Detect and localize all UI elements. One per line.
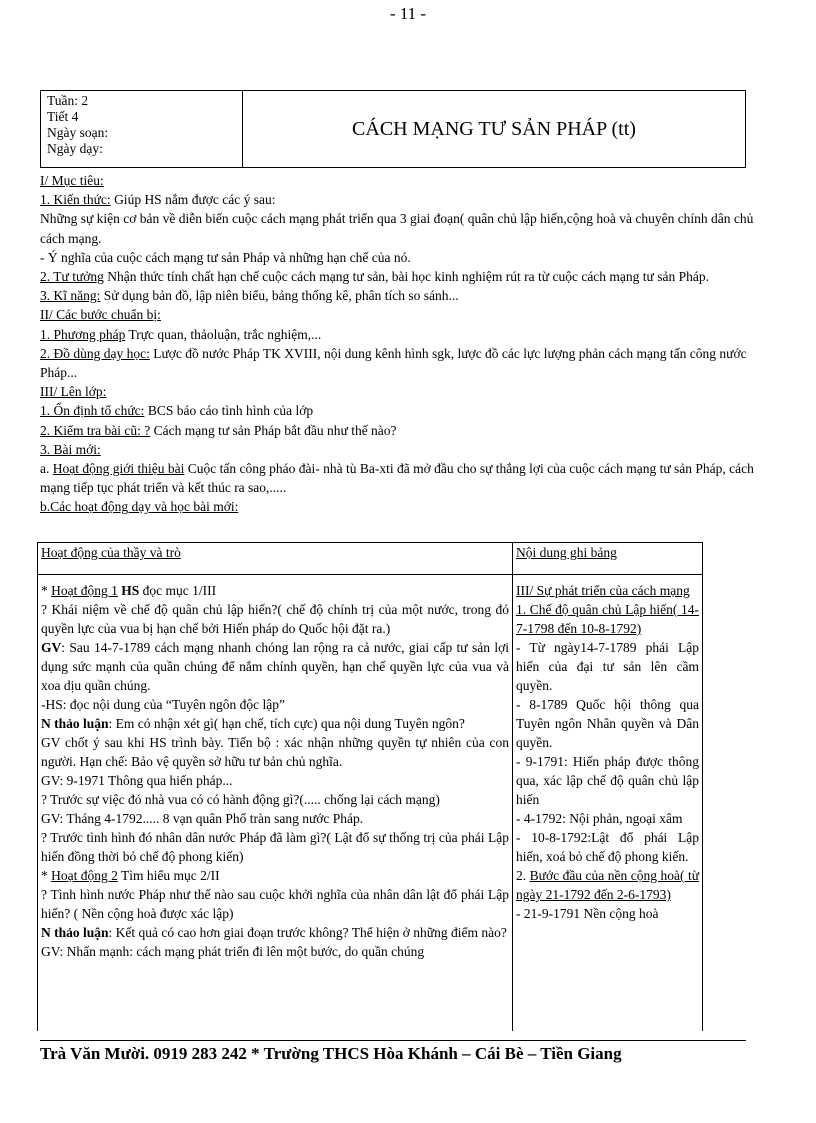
review-label: 2. Kiểm tra bài cũ: ? [40, 422, 151, 438]
prep-date-label: Ngày soạn: [47, 125, 109, 140]
header-teacher-student: Hoạt động của thầy và trò [41, 545, 181, 560]
lesson-meta [41, 91, 243, 167]
activity-2-label: Hoạt động 2 [51, 868, 118, 883]
ideology-label: 2. Tư tưởng [40, 269, 104, 285]
materials-label: 2. Đồ dùng dạy học: [40, 345, 150, 361]
organization-label: 1. Ổn định tổ chức: [40, 403, 145, 419]
activities-heading: b.Các hoạt động dạy và học bài mới: [40, 499, 239, 515]
teach-date-label: Ngày dạy: [47, 141, 103, 156]
gv-3: GV: 9-1971 Thông qua hiến pháp... [41, 773, 233, 788]
page-number: - 11 - [389, 4, 427, 23]
section-3-heading: III/ Sự phát triển của cách mạng [516, 583, 690, 598]
method-text: Trực quan, thảoluận, trắc nghiệm,... [125, 326, 322, 342]
gv-1-label: GV [41, 640, 62, 655]
board-item-2: - 8-1789 Quốc hội thông qua Tuyên ngôn Nhân quyền và Dân quyền. [516, 697, 699, 750]
lesson-header-table [40, 90, 746, 168]
subsection-2-prefix: 2. [516, 868, 530, 883]
activity-2-prefix: * [41, 868, 52, 883]
review-text: Cách mạng tư sản Pháp bắt đầu như thế nào? [150, 422, 397, 438]
discussion-2-label: N thảo luận [41, 925, 109, 940]
board-item-1: - Từ ngày14-7-1789 phái Lập hiến của đại tư sản lên cầm quyền. [516, 640, 699, 693]
activities-table [37, 542, 703, 1031]
lesson-body [40, 171, 772, 517]
materials-text: Lược đồ nước Pháp TK XVIII, nội dung kênh hình sgk, lược đồ các lực lượng phản cách mạng tấn công nước Pháp... [40, 345, 747, 381]
gv-4: GV: Tháng 4-1792..... 8 vạn quân Phổ tràn sang nước Pháp. [41, 811, 364, 826]
gv-1-text: : Sau 14-7-1789 cách mạng nhanh chóng lan rộng ra cả nước, giai cấp tư sản lợi dụng sức mạnh của quần chúng để nắm chính quyền, hạn chế quyền lực của vua và xoa dịu quần chúng. [41, 640, 509, 693]
discussion-1-text: : Em có nhận xét gì( hạn chế, tích cực) qua nội dung Tuyên ngôn? [108, 716, 465, 731]
board-item-5: - 10-8-1792:Lật đổ phái Lập hiến, xoá bỏ chế độ phong kiến. [516, 830, 699, 864]
objectives-heading: I/ Mục tiêu: [40, 173, 104, 188]
class-heading: III/ Lên lớp: [40, 384, 107, 400]
gv-2: GV chốt ý sau khi HS trình bày. Tiến bộ : xác nhận những quyền tự nhiên của con người. Hạn chế: Bảo vệ quyền sở hữu tư bản chủ nghĩa. [41, 735, 509, 769]
activity-1-prefix: * [41, 583, 52, 598]
subsection-1-heading: 1. Chế độ quân chủ Lập hiến( 14-7-1798 đến 10-8-1792) [516, 602, 699, 636]
footer-divider [40, 1040, 746, 1041]
skills-label: 3. Kĩ năng: [40, 288, 101, 304]
intro-prefix: a. [40, 461, 53, 477]
activity-1-label: Hoạt động 1 [51, 583, 118, 598]
method-label: 1. Phương pháp [40, 326, 126, 342]
question-2: ? Trước sự việc đó nhà vua có có hành động gì?(..... chống lại cách mạng) [41, 792, 440, 807]
activity-1-text: đọc mục 1/III [139, 583, 217, 598]
knowledge-label: 1. Kiến thức: [40, 192, 111, 208]
ideology-text: Nhận thức tính chất hạn chế cuộc cách mạng tư sản, bài học kinh nghiệm rút ra từ cuộc cách mạng tư sản Pháp. [103, 269, 709, 285]
board-item-4: - 4-1792: Nội phản, ngoại xâm [516, 811, 683, 826]
intro-label: Hoạt động giới thiệu bài [52, 461, 185, 477]
week-label: Tuần: 2 [47, 93, 89, 108]
organization-text: BCS báo cáo tình hình của lớp [144, 403, 314, 419]
activity-1-hs: HS [121, 583, 140, 598]
footer-author: Trà Văn Mười. 0919 283 242 * Trường THCS Hòa Khánh – Cái Bè – Tiền Giang [40, 1044, 622, 1063]
new-lesson-heading: 3. Bài mới: [40, 441, 101, 457]
preparation-heading: II/ Các bước chuẩn bị: [40, 307, 161, 323]
discussion-1-label: N thảo luận [41, 716, 109, 731]
question-1: ? Khái niệm về chế độ quân chủ lập hiến?( chế độ chính trị của một nước, trong đó quyền lực của vua bị hạn chế bởi Hiến pháp do Quốc hội đặt ra.) [41, 602, 509, 636]
question-4: ? Tình hình nước Pháp như thế nào sau cuộc khởi nghĩa của nhân dân lật đổ phái Lập hiến? ( Nền cộng hoà được xác lập) [41, 887, 509, 921]
board-item-6: - 21-9-1791 Nền cộng hoà [516, 906, 659, 921]
activity-2-text: Tìm hiểu mục 2/II [117, 868, 220, 883]
table-header-row [38, 543, 702, 575]
gv-5: GV: Nhấn mạnh: cách mạng phát triển đi lên một bước, do quần chúng [41, 944, 425, 959]
question-3: ? Trước tình hình đó nhân dân nước Pháp đã làm gì?( Lật đổ sự thống trị của phái Lập hiến đồng thời bỏ chế độ phong kiến) [41, 830, 509, 864]
knowledge-text: Giúp HS nắm được các ý sau: [110, 192, 276, 208]
period-label: Tiết 4 [47, 109, 79, 124]
knowledge-line-2: - Ý nghĩa của cuộc cách mạng tư sản Pháp và những hạn chế của nó. [40, 249, 411, 265]
hs-1: -HS: đọc nội dung của “Tuyên ngôn độc lập” [41, 697, 285, 712]
lesson-title: CÁCH MẠNG TƯ SẢN PHÁP (tt) [352, 117, 636, 140]
teacher-student-column [38, 575, 513, 1031]
knowledge-line-1: Những sự kiện cơ bản về diễn biến cuộc cách mạng phát triển qua 3 giai đoạn( quân chủ lập hiến,cộng hoà và chuyên chính dân chủ cách mạng. [40, 211, 754, 246]
skills-text: Sử dụng bản đồ, lập niên biểu, bảng thống kê, phân tích so sánh... [100, 288, 459, 304]
header-board-content: Nội dung ghi bảng [516, 545, 617, 560]
intro-text: Cuộc tấn công pháo đài- nhà tù Ba-xti đã mở đầu cho sự thắng lợi của cuộc cách mạng tư sản Pháp, cách mạng tiếp tục phát triển và kết thúc ra sao,..... [40, 461, 754, 496]
table-body-row [38, 575, 702, 1031]
board-content-column [513, 575, 702, 1031]
board-item-3: - 9-1791: Hiến pháp được thông qua, xác lập chế độ quân chủ lập hiến [516, 754, 699, 807]
discussion-2-text: : Kết quả có cao hơn giai đoạn trước không? Thể hiện ở những điểm nào? [108, 925, 507, 940]
subsection-2-heading: Bước đầu của nền cộng hoà( từ ngày 21-1792 đến 2-6-1793) [516, 868, 700, 902]
